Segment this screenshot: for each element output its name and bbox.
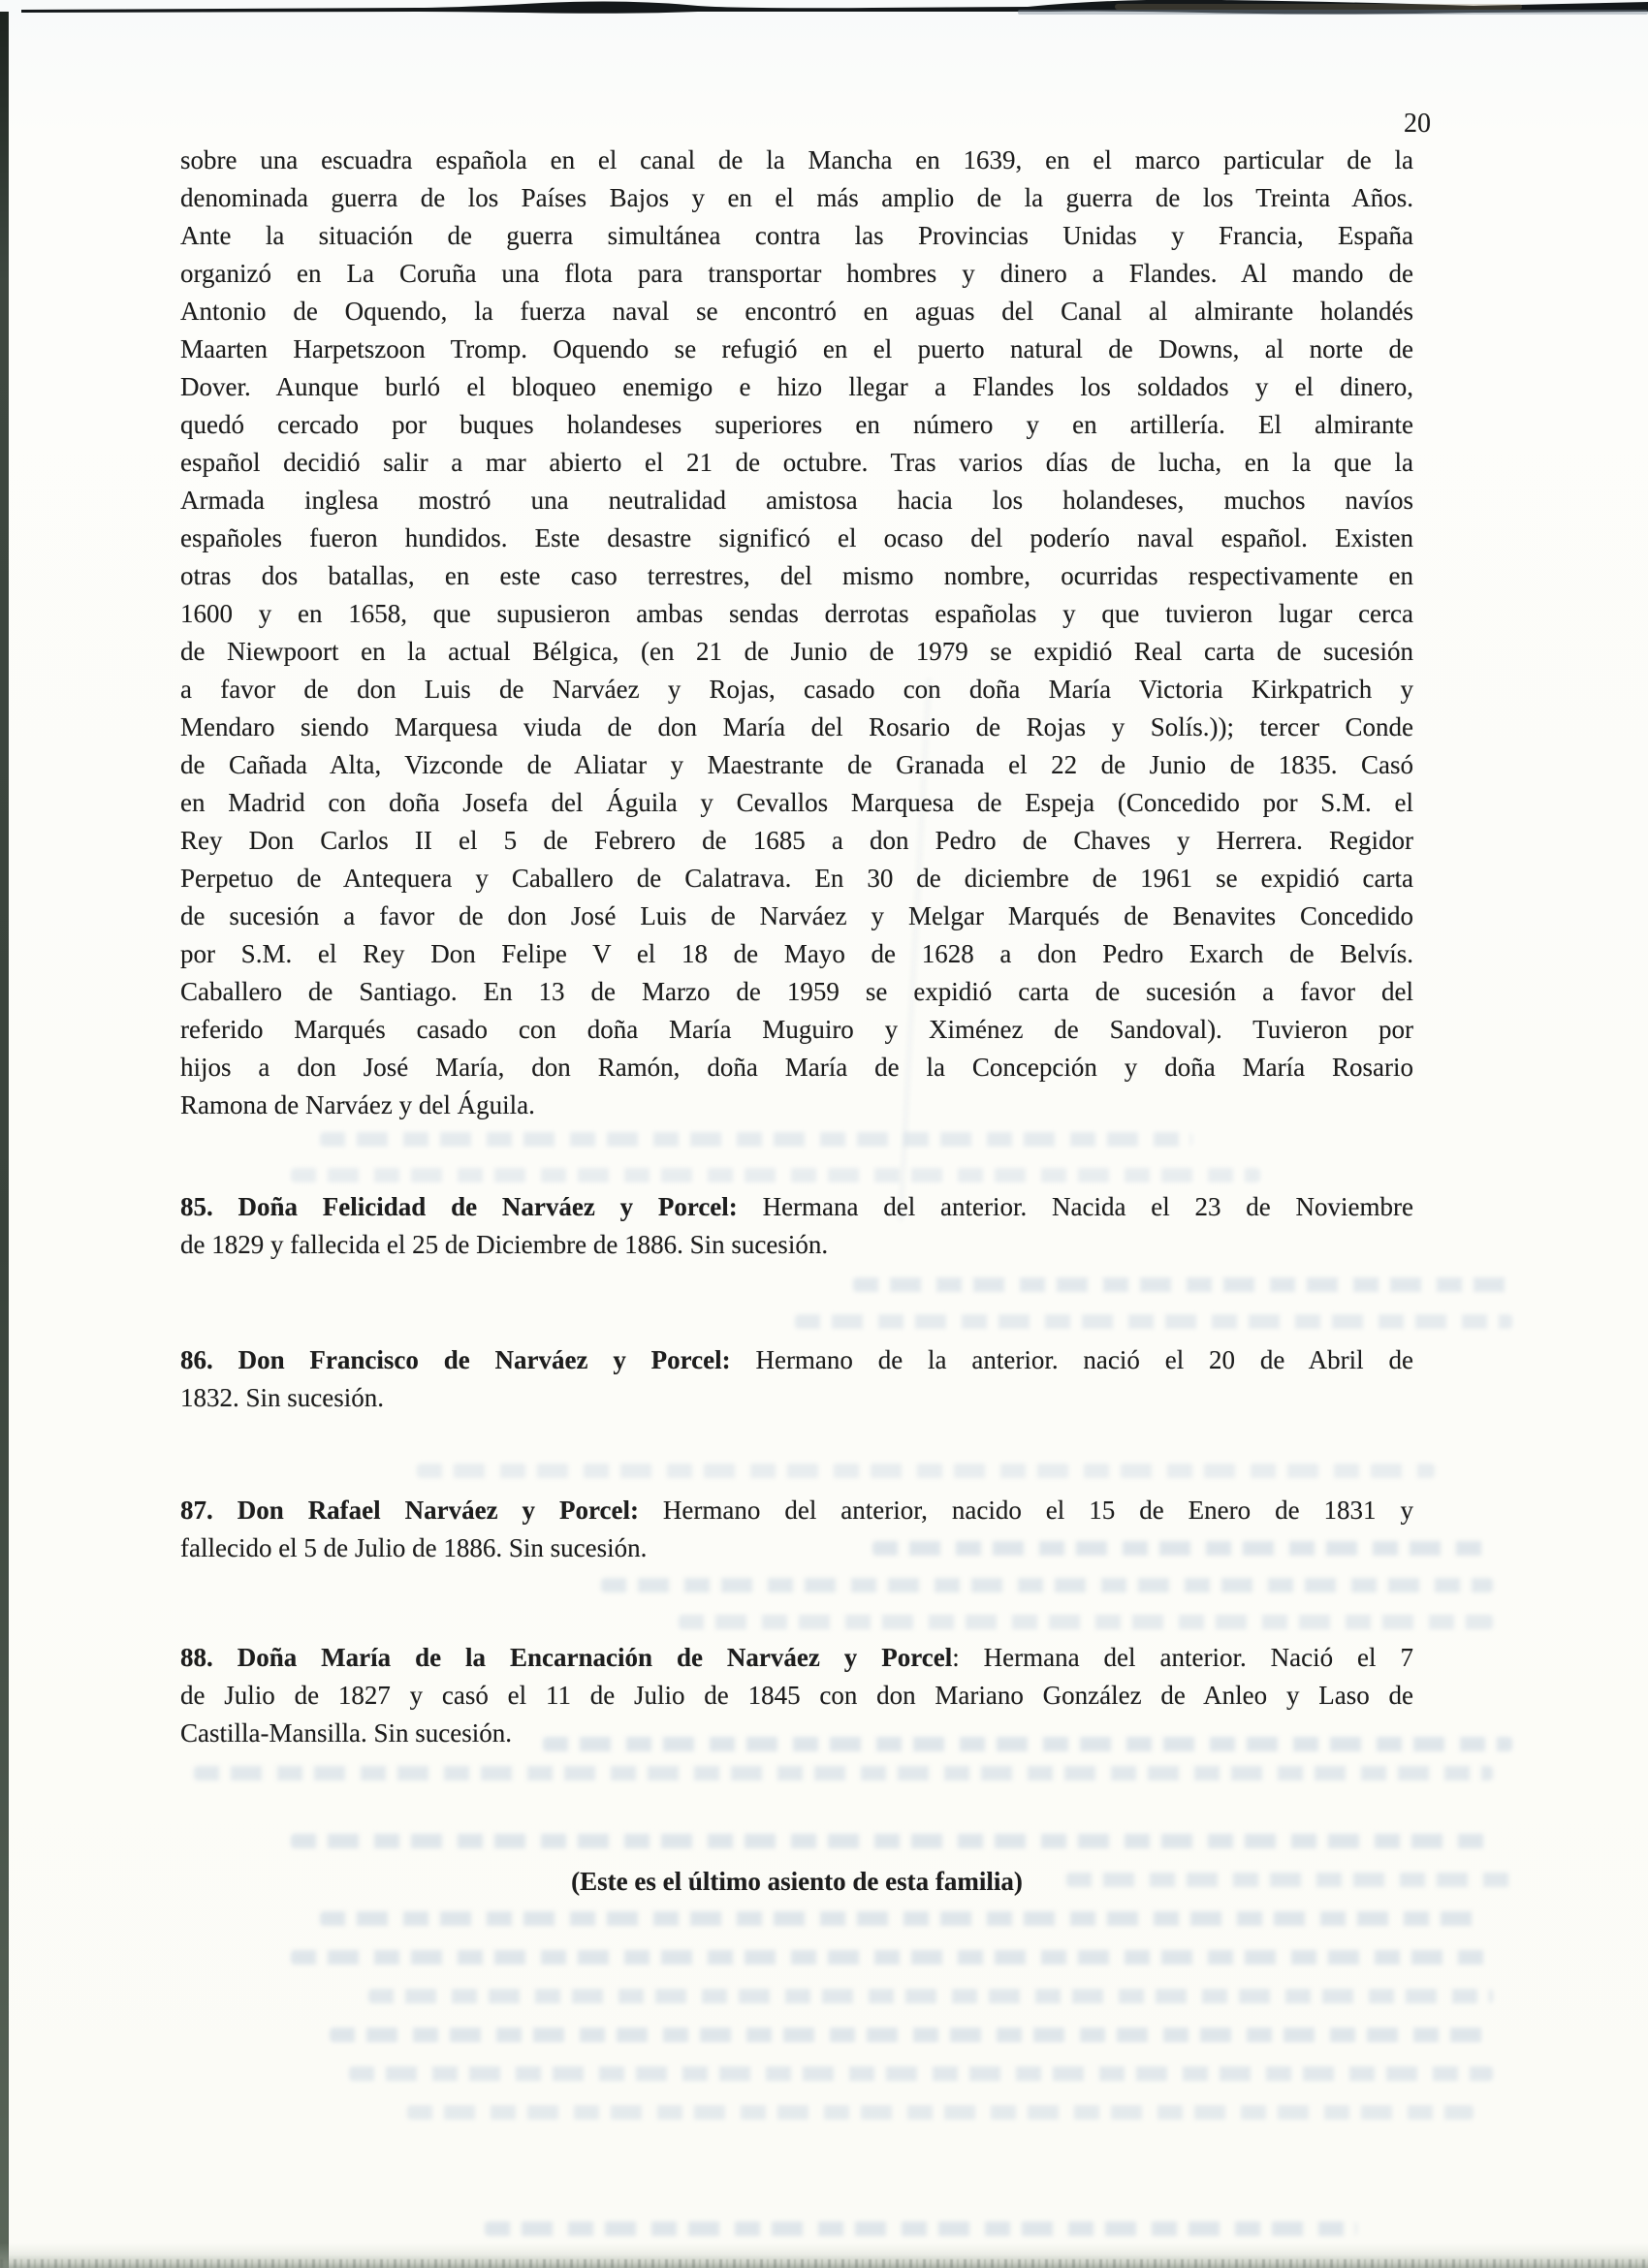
text-line: 1832. Sin sucesión.	[180, 1383, 385, 1412]
text-line: 88. Doña María de la Encarnación de Narváez y Porcel: Hermana del anterior. Nació el 7	[180, 1643, 1413, 1672]
text-line: españoles fueron hundidos. Este desastre significó el ocaso del poderío naval español. Existen	[180, 523, 1413, 552]
text-line: sobre una escuadra española en el canal de la Mancha en 1639, en el marco particular de la	[180, 145, 1413, 174]
bleedthrough-row	[601, 1578, 1493, 1592]
text-line: a favor de don Luis de Narváez y Rojas, casado con doña María Victoria Kirkpatrich y	[180, 675, 1413, 704]
bleedthrough-row	[291, 1168, 1260, 1182]
text-line: 85. Doña Felicidad de Narváez y Porcel: Hermana del anterior. Nacida el 23 de Noviembre	[180, 1192, 1413, 1221]
text-line: Maarten Harpetszoon Tromp. Oquendo se refugió en el puerto natural de Downs, al norte de	[180, 334, 1413, 363]
text-line: referido Marqués casado con doña María Muguiro y Ximénez de Sandoval). Tuvieron por	[180, 1015, 1413, 1044]
entry-85-felicidad-narvaez	[180, 1188, 1413, 1264]
text-line: en Madrid con doña Josefa del Águila y Cevallos Marquesa de Espeja (Concedido por S.M. el	[180, 788, 1413, 817]
entry-heading: 87. Don Rafael Narváez y Porcel:	[180, 1496, 639, 1525]
text-line: por S.M. el Rey Don Felipe V el 18 de Mayo de 1628 a don Pedro Exarch de Belvís.	[180, 939, 1413, 968]
text-line: 86. Don Francisco de Narváez y Porcel: Hermano de la anterior. nació el 20 de Abril de	[180, 1345, 1413, 1374]
text-line: otras dos batallas, en este caso terrestres, del mismo nombre, ocurridas respectivamente en	[180, 561, 1413, 590]
entry-88-maria-encarnacion-narvaez	[180, 1639, 1413, 1752]
text-line: Rey Don Carlos II el 5 de Febrero de 1685 a don Pedro de Chaves y Herrera. Regidor	[180, 826, 1413, 855]
bleedthrough-row	[194, 1766, 1493, 1780]
closing-note: (Este es el último asiento de esta familia)	[571, 1867, 1023, 1896]
scan-speckle	[0, 2259, 1648, 2268]
text-line: quedó cercado por buques holandeses superiores en número y en artillería. El almirante	[180, 410, 1413, 439]
bleedthrough-row	[330, 2028, 1493, 2042]
text-line: Caballero de Santiago. En 13 de Marzo de 1959 se expidió carta de sucesión a favor del	[180, 977, 1413, 1006]
entry-heading: 85. Doña Felicidad de Narváez y Porcel:	[180, 1192, 738, 1221]
bleedthrough-row	[320, 1911, 1483, 1926]
text-line: hijos a don José María, don Ramón, doña María de la Concepción y doña María Rosario	[180, 1053, 1413, 1082]
text-line: de sucesión a favor de don José Luis de Narváez y Melgar Marqués de Benavites Concedido	[180, 901, 1413, 930]
bleedthrough-row	[320, 1132, 1192, 1147]
bleedthrough-row	[368, 1989, 1493, 2003]
text-line: organizó en La Coruña una flota para transportar hombres y dinero a Flandes. Al mando de	[180, 259, 1413, 288]
entry-heading: 86. Don Francisco de Narváez y Porcel:	[180, 1345, 731, 1374]
bleedthrough-row	[485, 2221, 1357, 2236]
text-line: denominada guerra de los Países Bajos y en el más amplio de la guerra de los Treinta Años.	[180, 183, 1413, 212]
text-line: Castilla-Mansilla. Sin sucesión.	[180, 1718, 512, 1748]
text-line: fallecido el 5 de Julio de 1886. Sin sucesión.	[180, 1533, 648, 1562]
entry-86-francisco-narvaez	[180, 1341, 1413, 1417]
text-line: Ramona de Narváez y del Águila.	[180, 1090, 535, 1119]
text-line: español decidió salir a mar abierto el 21 de octubre. Tras varios días de lucha, en la que la	[180, 448, 1413, 477]
text-line: Mendaro siendo Marquesa viuda de don María del Rosario de Rojas y Solís.)); tercer Conde	[180, 712, 1413, 741]
page-number: 20	[1404, 109, 1431, 139]
text-line: de Niewpoort en la actual Bélgica, (en 21 de Junio de 1979 se expidió Real carta de sucesión	[180, 637, 1413, 666]
text-line: de 1829 y fallecida el 25 de Diciembre de 1886. Sin sucesión.	[180, 1230, 829, 1259]
text-line: 87. Don Rafael Narváez y Porcel: Hermano del anterior, nacido el 15 de Enero de 1831 y	[180, 1496, 1413, 1525]
scan-artifact-top	[0, 0, 1648, 23]
text-line: Perpetuo de Antequera y Caballero de Calatrava. En 30 de diciembre de 1961 se expidió carta	[180, 864, 1413, 893]
text-line: Armada inglesa mostró una neutralidad amistosa hacia los holandeses, muchos navíos	[180, 486, 1413, 515]
text-line: Dover. Aunque burló el bloqueo enemigo e hizo llegar a Flandes los soldados y el dinero,	[180, 372, 1413, 401]
bleedthrough-row	[407, 2105, 1474, 2120]
body-paragraph	[180, 142, 1413, 1124]
text-line: de Julio de 1827 y casó el 11 de Julio de 1845 con don Mariano González de Anleo y Laso de	[180, 1681, 1413, 1710]
scan-artifact-bottom	[0, 2243, 1648, 2268]
bleedthrough-row	[679, 1615, 1493, 1629]
text-line: 1600 y en 1658, que supusieron ambas sendas derrotas españolas y que tuvieron lugar cerca	[180, 599, 1413, 628]
bleedthrough-row	[349, 2066, 1493, 2081]
entry-87-rafael-narvaez	[180, 1492, 1413, 1567]
bleedthrough-row	[795, 1314, 1512, 1329]
bleedthrough-row	[291, 1834, 1493, 1848]
bleedthrough-row	[853, 1277, 1512, 1292]
entry-heading: 88. Doña María de la Encarnación de Narváez y Porcel	[180, 1643, 953, 1672]
text-line: Antonio de Oquendo, la fuerza naval se encontró en aguas del Canal al almirante holandés	[180, 297, 1413, 326]
scan-edge-left	[0, 12, 9, 2268]
bleedthrough-row	[417, 1464, 1435, 1478]
text-line: de Cañada Alta, Vizconde de Aliatar y Maestrante de Granada el 22 de Junio de 1835. Casó	[180, 750, 1413, 779]
bleedthrough-row	[291, 1950, 1493, 1965]
text-line: Ante la situación de guerra simultánea contra las Provincias Unidas y Francia, España	[180, 221, 1413, 250]
